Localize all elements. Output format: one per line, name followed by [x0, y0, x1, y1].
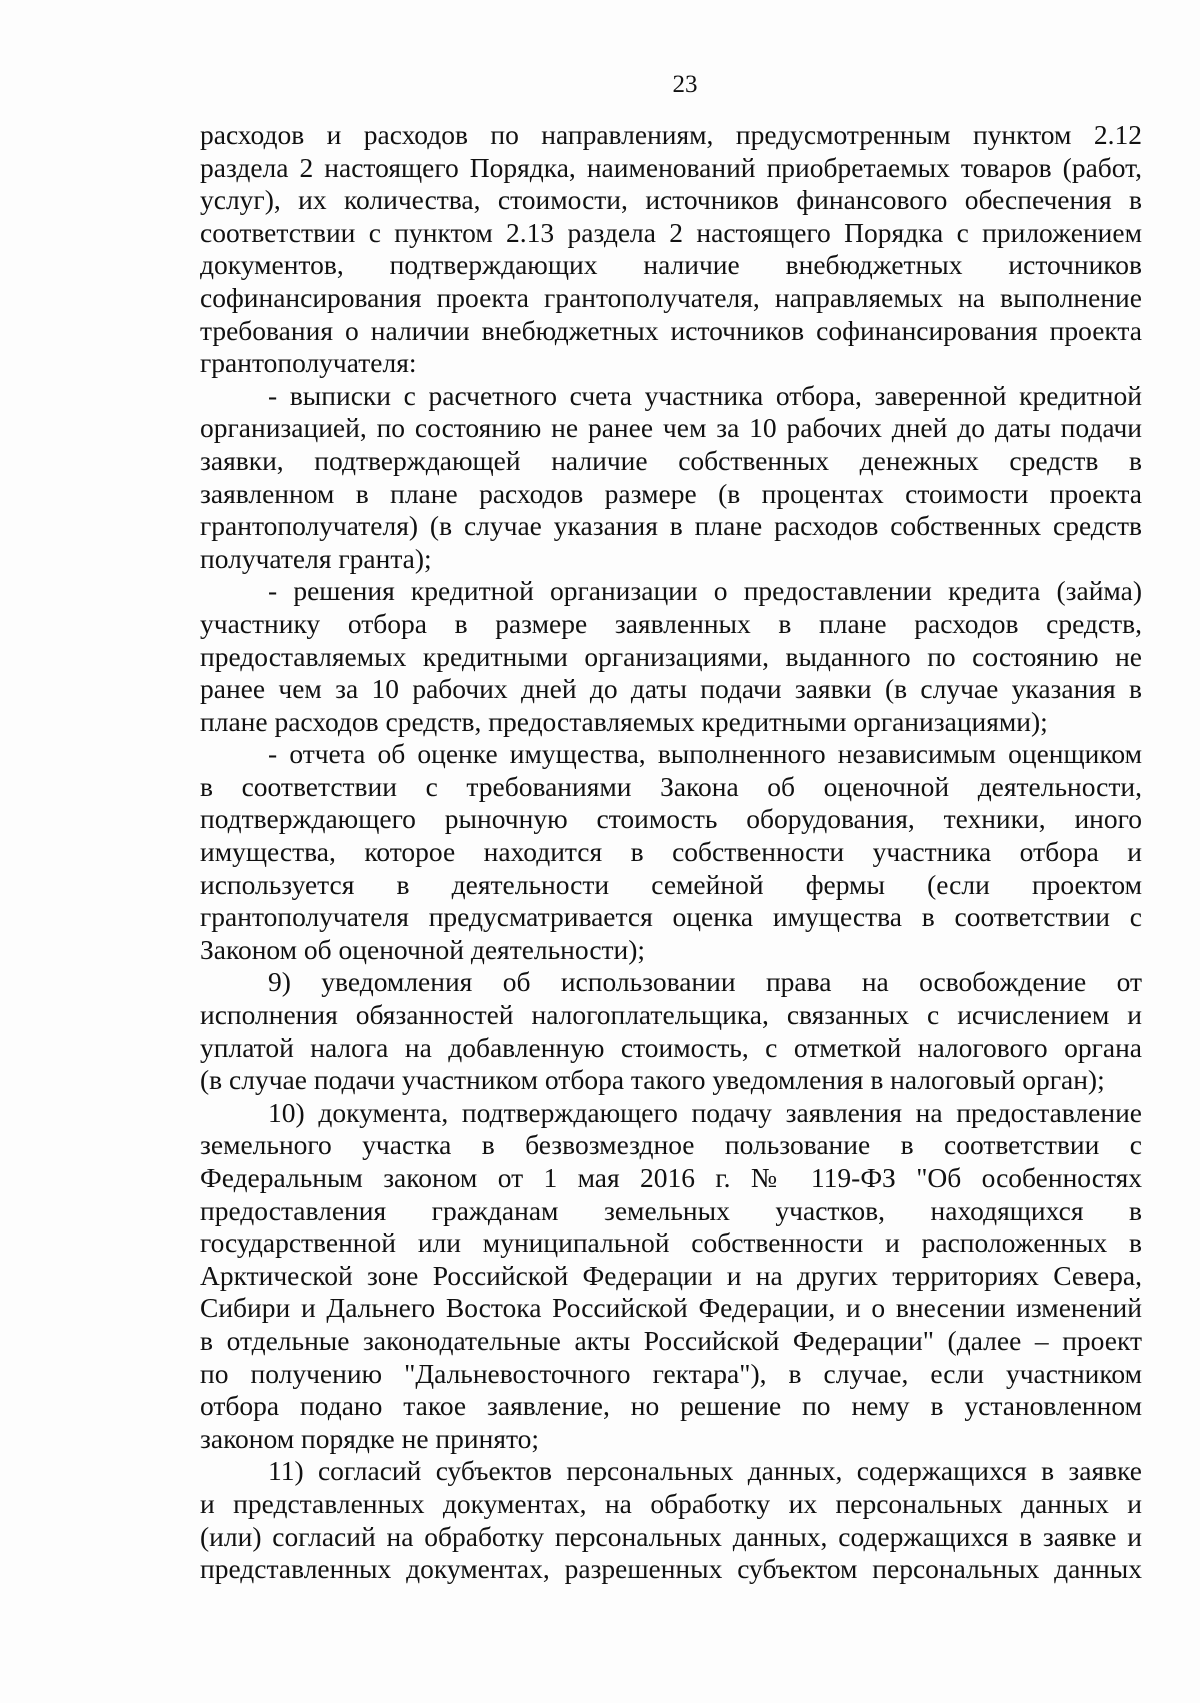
text-line: уплатой налога на добавленную стоимость, с отметкой налогового органа: [200, 1031, 1142, 1063]
text-line: используется в деятельности семейной фермы (если проектом: [200, 868, 1142, 900]
text-line: предоставления гражданам земельных участков, находящихся в: [200, 1194, 1142, 1226]
text-line: грантополучателя) (в случае указания в плане расходов собственных средств: [200, 510, 1142, 542]
text-line: земельного участка в безвозмездное пользование в соответствии с: [200, 1129, 1142, 1161]
text-line: - решения кредитной организации о предоставлении кредита (займа): [268, 575, 1142, 607]
text-line: подтверждающего рыночную стоимость оборудования, техники, иного: [200, 803, 1142, 835]
text-line: Законом об оценочной деятельности);: [200, 933, 646, 965]
text-line: имущества, которое находится в собственности участника отбора и: [200, 836, 1142, 868]
text-line: - выписки с расчетного счета участника отбора, заверенной кредитной: [268, 379, 1142, 411]
text-line: исполнения обязанностей налогоплательщика, связанных с исчислением и: [200, 999, 1142, 1031]
text-line: - отчета об оценке имущества, выполненного независимым оценщиком: [268, 738, 1142, 770]
text-line: Федеральным законом от 1 мая 2016 г. № 119-ФЗ "Об особенностях: [200, 1162, 1142, 1193]
text-line: грантополучателя:: [200, 347, 417, 379]
text-line: расходов и расходов по направлениям, предусмотренным пунктом 2.12: [200, 119, 1142, 150]
text-line: 9) уведомления об использовании права на освобождение от: [268, 966, 1142, 998]
text-line: плане расходов средств, предоставляемых кредитными организациями);: [200, 705, 1048, 737]
text-line: заявленном в плане расходов размере (в процентах стоимости проекта: [200, 477, 1142, 509]
text-line: участнику отбора в размере заявленных в плане расходов средств,: [200, 607, 1142, 639]
text-line: 11) согласий субъектов персональных данных, содержащихся в заявке: [268, 1455, 1142, 1487]
text-line: государственной или муниципальной собственности и расположенных в: [200, 1227, 1142, 1259]
document-text: [200, 119, 1142, 1586]
text-line: грантополучателя предусматривается оценка имущества в соответствии с: [200, 901, 1142, 933]
text-line: ранее чем за 10 рабочих дней до даты подачи заявки (в случае указания в: [200, 673, 1142, 705]
text-line: организацией, по состоянию не ранее чем за 10 рабочих дней до даты подачи: [200, 412, 1142, 444]
text-line: законом порядке не принято;: [200, 1422, 540, 1454]
text-line: софинансирования проекта грантополучателя, направляемых на выполнение: [200, 281, 1142, 313]
text-line: соответствии с пунктом 2.13 раздела 2 настоящего Порядка с приложением: [200, 216, 1142, 248]
text-line: в соответствии с требованиями Закона об оценочной деятельности,: [200, 770, 1142, 802]
text-line: и представленных документах, на обработку их персональных данных и: [200, 1487, 1142, 1519]
text-line: отбора подано такое заявление, но решение по нему в установленном: [200, 1390, 1142, 1422]
text-line: получателя гранта);: [200, 542, 432, 574]
text-line: заявки, подтверждающей наличие собственных денежных средств в: [200, 444, 1142, 476]
text-line: (в случае подачи участником отбора такого уведомления в налоговый орган);: [200, 1064, 1105, 1096]
text-line: представленных документах, разрешенных субъектом персональных данных: [200, 1553, 1142, 1585]
text-line: требования о наличии внебюджетных источников софинансирования проекта: [200, 314, 1142, 346]
text-line: 10) документа, подтверждающего подачу заявления на предоставление: [268, 1096, 1142, 1128]
page-number: 23: [672, 71, 698, 98]
text-line: раздела 2 настоящего Порядка, наименований приобретаемых товаров (работ,: [200, 151, 1142, 183]
text-line: Сибири и Дальнего Востока Российской Федерации, и о внесении изменений: [200, 1292, 1142, 1324]
text-line: документов, подтверждающих наличие внебюджетных источников: [200, 249, 1142, 281]
text-line: Арктической зоне Российской Федерации и на других территориях Севера,: [200, 1259, 1142, 1291]
text-line: в отдельные законодательные акты Российской Федерации" (далее – проект: [200, 1324, 1142, 1356]
text-line: предоставляемых кредитными организациями, выданного по состоянию не: [200, 640, 1142, 672]
text-line: услуг), их количества, стоимости, источников финансового обеспечения в: [200, 184, 1142, 216]
text-line: по получению "Дальневосточного гектара"), в случае, если участником: [200, 1357, 1142, 1389]
text-line: (или) согласий на обработку персональных данных, содержащихся в заявке и: [200, 1520, 1142, 1552]
